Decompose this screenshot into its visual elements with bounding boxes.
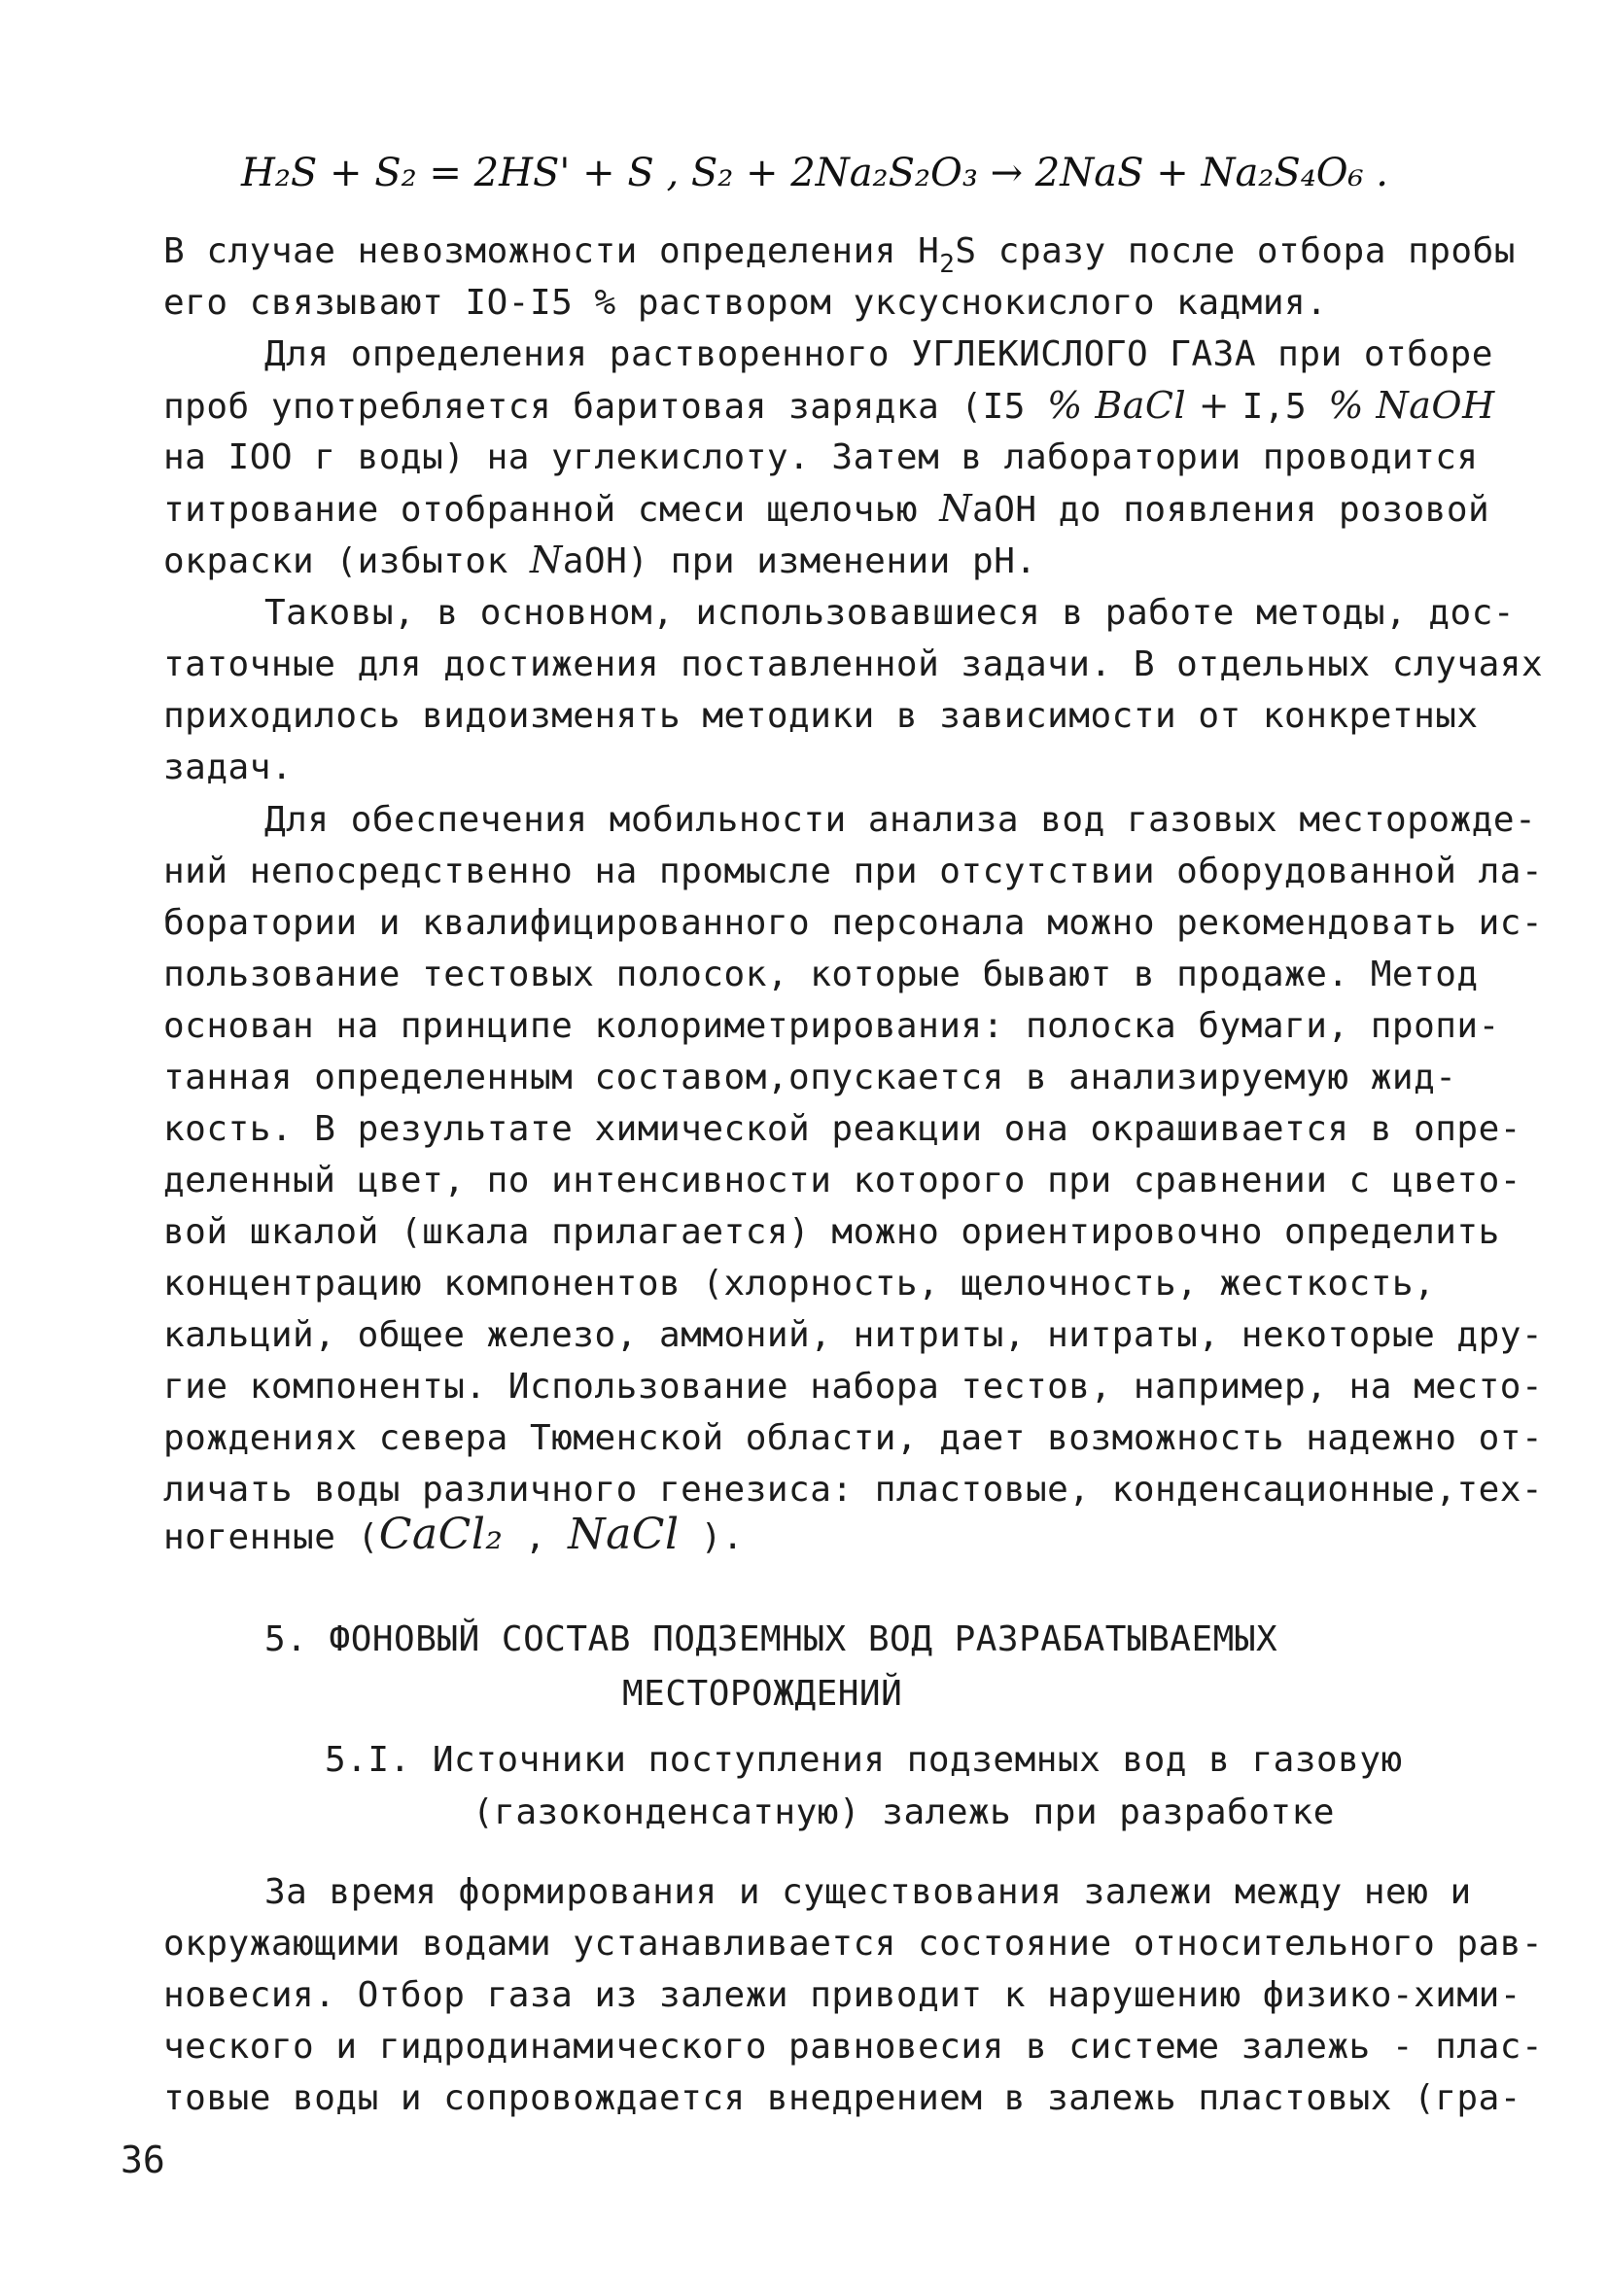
paragraph-4-line-14: личать воды различного генезиса: пластовые, конденсационные,тех- <box>163 1470 1544 1510</box>
paragraph-5-line-2: окружающими водами устанавливается состояние относительного рав- <box>163 1924 1544 1964</box>
paragraph-1-line-1: В случае невозможности определения $H_2S$ сразу после отбора пробы <box>163 231 1516 279</box>
handwritten-calcium-chloride: CaCl₂ <box>378 1510 504 1559</box>
paragraph-5-line-1: За время формирования и существования залежи между нею и <box>264 1872 1472 1912</box>
handwritten-barium-chloride: % BaCl + <box>1047 384 1242 427</box>
handwritten-sodium-hydroxide: % NaOH <box>1328 384 1495 427</box>
handwritten-letter-n: N <box>529 539 563 581</box>
paragraph-4-line-12: гие компоненты. Использование набора тестов, например, на место- <box>163 1367 1544 1407</box>
paragraph-4-line-7: кость. В результате химической реакции она окрашивается в опре- <box>163 1109 1521 1149</box>
paragraph-5-line-3: новесия. Отбор газа из залежи приводит к нарушению физико-хими- <box>163 1975 1521 2015</box>
paragraph-4-line-5: основан на принципе колориметрирования: полоска бумаги, пропи- <box>163 1006 1500 1046</box>
paragraph-2-line-3: на IOO г воды) на углекислоту. Затем в лаборатории проводится <box>163 437 1479 477</box>
paragraph-4-line-9: вой шкалой (шкала прилагается) можно ориентировочно определить <box>163 1212 1500 1252</box>
paragraph-4-line-2: ний непосредственно на промысле при отсутствии оборудованной ла- <box>163 852 1544 891</box>
handwritten-letter-n: N <box>939 487 973 530</box>
paragraph-3-line-3: приходилось видоизменять методики в зависимости от конкретных <box>163 696 1479 736</box>
paragraph-4-line-6: танная определенным составом,опускается в анализируемую жид- <box>163 1058 1457 1097</box>
page-number: 36 <box>121 2139 165 2181</box>
section-5-1-heading-line-1: 5.I. Источники поступления подземных вод в газовую <box>325 1740 1403 1780</box>
section-5-heading-line-2: МЕСТОРОЖДЕНИЙ <box>622 1674 903 1714</box>
section-5-heading-line-1: 5. ФОНОВЫЙ СОСТАВ ПОДЗЕМНЫХ ВОД РАЗРАБАТЫВАЕМЫХ <box>264 1619 1278 1659</box>
paragraph-4-line-4: пользование тестовых полосок, которые бывают в продаже. Метод <box>163 955 1479 994</box>
paragraph-2-line-5: окраски (избыток NaOH) при изменении pH. <box>163 539 1037 581</box>
paragraph-4-line-1: Для обеспечения мобильности анализа вод газовых месторожде- <box>264 800 1537 840</box>
handwritten-sodium-chloride: NaCl <box>568 1510 680 1559</box>
paragraph-3-line-2: таточные для достижения поставленной задачи. В отдельных случаях <box>163 644 1544 684</box>
paragraph-5-line-5: товые воды и сопровождается внедрением в залежь пластовых (гра- <box>163 2078 1521 2118</box>
paragraph-4-line-11: кальций, общее железо, аммоний, нитриты, нитраты, некоторые дру- <box>163 1315 1544 1355</box>
section-5-1-heading-line-2: (газоконденсатную) залежь при разработке <box>472 1792 1335 1832</box>
paragraph-2-line-2: проб употребляется баритовая зарядка (I5 % BaCl + I,5 % NaOH <box>163 384 1495 427</box>
paragraph-1-line-2: его связывают IO-I5 % раствором уксуснокислого кадмия. <box>163 283 1328 323</box>
paragraph-4-line-10: концентрацию компонентов (хлорность, щелочность, жесткость, <box>163 1264 1436 1304</box>
paragraph-4-line-8: деленный цвет, по интенсивности которого при сравнении с цвето- <box>163 1161 1521 1200</box>
paragraph-2-line-4: титрование отобранной смеси щелочью NaOH до появления розовой <box>163 487 1490 530</box>
paragraph-3-line-4: задач. <box>163 748 294 787</box>
paragraph-4-line-3: боратории и квалифицированного персонала можно рекомендовать ис- <box>163 903 1544 943</box>
chemical-formula: H₂S + S₂ = 2HS' + S , S₂ + 2Na₂S₂O₃ → 2NaS + Na₂S₄O₆ . <box>241 151 1389 195</box>
paragraph-2-line-1: Для определения растворенного УГЛЕКИСЛОГО ГАЗА при отборе <box>264 334 1493 374</box>
paragraph-4-line-13: рождениях севера Тюменской области, дает возможность надежно от- <box>163 1418 1544 1458</box>
paragraph-5-line-4: ческого и гидродинамического равновесия в системе залежь - плас- <box>163 2027 1544 2067</box>
paragraph-4-line-15: ногенные (CaCl₂ , NaCl ). <box>163 1510 745 1559</box>
paragraph-3-line-1: Таковы, в основном, использовавшиеся в работе методы, дос- <box>264 593 1516 633</box>
